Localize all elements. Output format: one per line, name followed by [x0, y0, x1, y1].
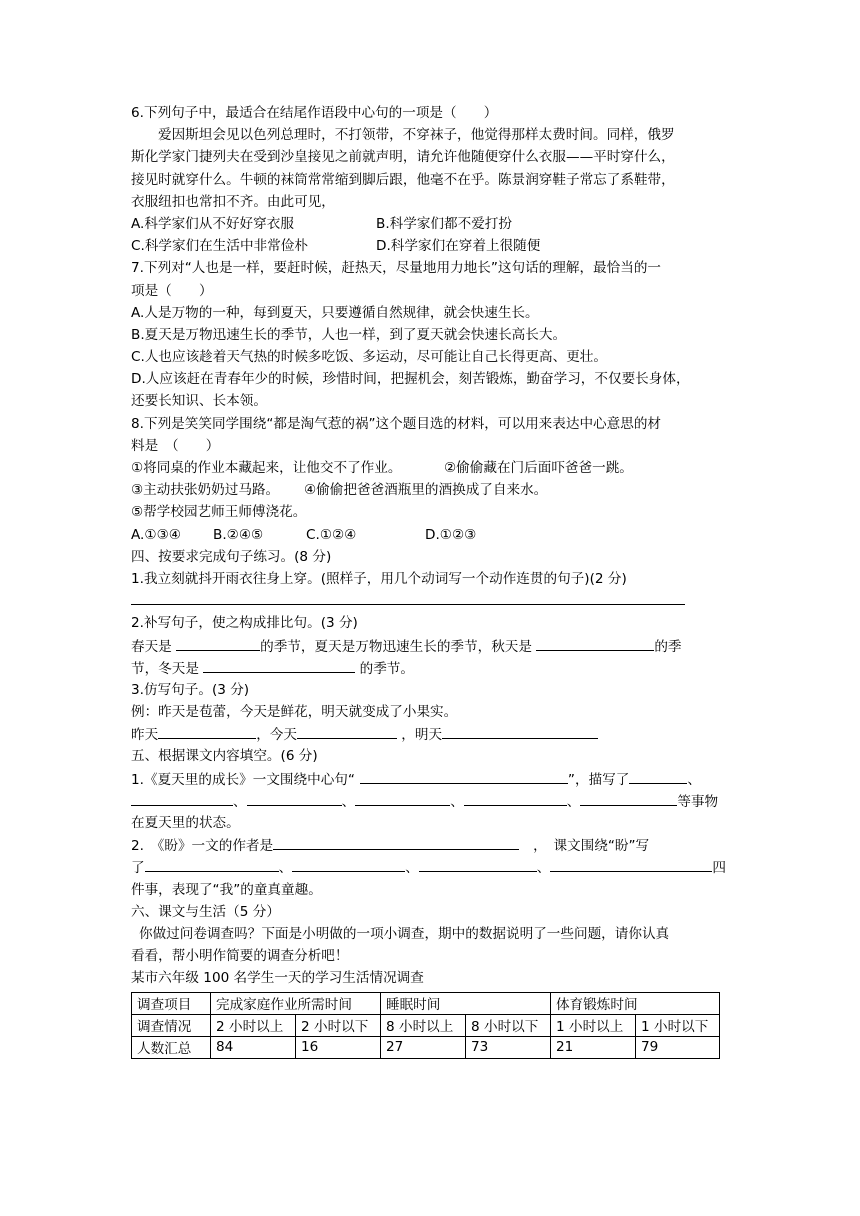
s5-q1-blank-6[interactable]	[580, 790, 677, 806]
q6-options-row1	[131, 213, 736, 235]
s5-q1-line1	[131, 768, 736, 790]
s4-q3-text-yesterday: 昨天	[131, 727, 159, 744]
table-cell: 21	[551, 1036, 636, 1058]
q6-option-c: C.科学家们在生活中非常俭朴	[131, 238, 308, 255]
s4-q3-text-tomorrow: ，明天	[401, 727, 443, 744]
table-cell: 8 小时以上	[381, 1014, 466, 1036]
s5-q2-text-a: 2. 《盼》一文的作者是	[131, 838, 274, 855]
q6-title: 6.下列句子中，最适合在结尾作语段中心句的一项是（ ）	[131, 105, 498, 121]
section5-heading: 五、根据课文内容填空。(6 分)	[131, 748, 318, 765]
sep: 、	[278, 860, 293, 877]
s5-q2-line3: 件事，表现了“我”的童真童趣。	[131, 881, 322, 898]
table-cell: 2 小时以上	[211, 1014, 296, 1036]
q6-passage-line2: 斯化学家门捷列夫在受到沙皇接见之前就声明，请允许他随便穿什么衣服——平时穿什么，	[131, 149, 675, 166]
s6-intro-line1: 你做过问卷调查吗？下面是小明做的一项小调查，期中的数据说明了一些问题，请你认真	[139, 925, 670, 942]
q7-option-b: B.夏天是万物迅速生长的季节，人也一样，到了夏天就会快速长高长大。	[131, 326, 567, 343]
s5-q2-line2	[131, 856, 736, 878]
s5-q1-text-a: 1.《夏天里的成长》一文围绕中心句“	[131, 771, 355, 788]
s4-q2-blank-winter[interactable]	[203, 657, 355, 673]
q7-option-d-line2: 还要长知识、长本领。	[131, 393, 267, 410]
s5-q1-blank-1[interactable]	[629, 768, 687, 784]
s5-q1-text-end: 等事物	[677, 793, 719, 810]
table-row	[132, 1014, 720, 1036]
s4-q3-text-today: ，今天	[256, 727, 297, 744]
s5-q2-line1	[131, 834, 736, 856]
exam-page	[131, 102, 736, 1059]
sep: 、	[233, 793, 247, 810]
answer-rule	[131, 604, 685, 605]
q6-passage-line3: 接见时就穿什么。牛顿的袜筒常常缩到脚后跟，他毫不在乎。陈景润穿鞋子常忘了系鞋带，	[131, 171, 675, 188]
s5-q1-blank-2[interactable]	[131, 790, 233, 806]
s4-q1-answer-line[interactable]	[131, 590, 736, 612]
q6-option-b: B.科学家们都不爱打扮	[376, 215, 512, 232]
survey-table-title: 某市六年级 100 名学生一天的学习生活情况调查	[131, 970, 424, 987]
q8-option-d: D.①②③	[425, 526, 477, 543]
s4-q2-text-c: 的季	[654, 638, 682, 655]
s6-intro-line2: 看看，帮小明作简要的调查分析吧！	[131, 948, 349, 965]
s5-q1-line2	[131, 790, 736, 812]
s4-q2-text-a: 春天是	[131, 638, 172, 655]
table-cell: 27	[381, 1036, 466, 1058]
sep: 、	[341, 793, 356, 810]
s5-q1-line3: 在夏天里的状态。	[131, 815, 240, 831]
s5-q2-blank-3[interactable]	[419, 856, 537, 872]
table-cell: 人数汇总	[132, 1036, 211, 1058]
s5-q1-blank-center[interactable]	[360, 768, 568, 784]
s5-q2-blank-author[interactable]	[273, 834, 519, 850]
section6-heading: 六、课文与生活（5 分）	[131, 903, 280, 920]
s5-q1-blank-4[interactable]	[355, 790, 450, 806]
q8-option-a: A.①③④	[131, 526, 181, 543]
q8-materials-row2	[131, 479, 736, 501]
table-header-homework: 完成家庭作业所需时间	[211, 992, 381, 1014]
q8-title-line2: 料是 （ ）	[131, 437, 220, 454]
q6-option-a: A.科学家们从不好好穿衣服	[131, 215, 294, 232]
s4-q3-blank-tomorrow[interactable]	[442, 723, 598, 739]
q8-options	[131, 524, 736, 546]
s4-q3-prompt: 3.仿写句子。(3 分)	[131, 681, 250, 698]
table-cell: 16	[296, 1036, 381, 1058]
s4-q1-prompt: 1.我立刻就抖开雨衣往身上穿。(照样子，用几个动词写一个动作连贯的句子)(2 分)	[131, 570, 627, 587]
q8-option-b: B.②④⑤	[213, 526, 264, 543]
s4-q3-line	[131, 723, 736, 745]
sep: 、	[405, 860, 419, 877]
section4-heading: 四、按要求完成句子练习。(8 分)	[131, 548, 332, 565]
s5-q1-blank-5[interactable]	[464, 790, 567, 806]
table-cell: 84	[211, 1036, 296, 1058]
q7-option-a: A.人是万物的一种，每到夏天，只要遵循自然规律，就会快速生长。	[131, 304, 539, 321]
s5-q2-text-c: 了	[131, 860, 145, 877]
q8-materials-row1	[131, 457, 736, 479]
s4-q2-text-d: 节，冬天是	[131, 660, 199, 677]
q7-title-line1: 7.下列对“人也是一样，要赶时候，赶热天，尽量地用力地长”这句话的理解，最恰当的一	[131, 260, 662, 277]
table-header-exercise: 体育锻炼时间	[551, 992, 720, 1014]
s5-q1-blank-3[interactable]	[247, 790, 342, 806]
q7-title-line2: 项是（ ）	[131, 282, 213, 299]
table-header-item: 调查项目	[132, 992, 211, 1014]
q7-option-c: C.人也应该趁着天气热的时候多吃饭、多运动，尽可能让自己长得更高、更壮。	[131, 349, 607, 366]
q6-options-row2	[131, 235, 736, 257]
s4-q2-line2	[131, 657, 736, 679]
q8-material-5: ⑤帮学校园艺师王师傅浇花。	[131, 504, 307, 521]
s5-q2-text-b: ， 课文围绕“盼”写	[533, 838, 650, 855]
q8-material-4: ④偷偷把爸爸酒瓶里的酒换成了自来水。	[304, 482, 548, 499]
s4-q3-example: 例：昨天是苞蕾，今天是鲜花，明天就变成了小果实。	[131, 704, 458, 721]
s4-q2-text-b: 的季节，夏天是万物迅速生长的季节，秋天是	[260, 638, 532, 655]
sep: 、	[687, 771, 701, 788]
table-cell: 1 小时以下	[636, 1014, 720, 1036]
table-cell: 1 小时以上	[551, 1014, 636, 1036]
sep: 、	[566, 793, 581, 810]
sep: 、	[450, 793, 464, 810]
s5-q2-blank-2[interactable]	[292, 856, 405, 872]
q7-option-d-line1: D.人应该赶在青春年少的时候，珍惜时间，把握机会，刻苦锻炼，勤奋学习，不仅要长身体，	[131, 371, 690, 388]
q8-option-c: C.①②④	[306, 526, 357, 543]
q8-title-line1: 8.下列是笑笑同学围绕“都是淘气惹的祸”这个题目选的材料，可以用来表达中心意思的材	[131, 415, 662, 432]
table-row	[132, 992, 720, 1014]
table-cell: 73	[466, 1036, 551, 1058]
table-cell: 调查情况	[132, 1014, 211, 1036]
table-cell: 79	[636, 1036, 720, 1058]
table-header-sleep: 睡眠时间	[381, 992, 551, 1014]
s5-q2-text-d: 四	[712, 860, 726, 877]
q6-passage-line1: 爱因斯坦会见以色列总理时，不打领带，不穿袜子，他觉得那样太费时间。同样，俄罗	[158, 127, 675, 144]
s4-q2-blank-autumn[interactable]	[536, 635, 654, 651]
s5-q2-blank-1[interactable]	[145, 856, 279, 872]
survey-table	[131, 992, 720, 1059]
s4-q2-line1	[131, 635, 736, 657]
s4-q2-text-e: 的季节。	[359, 660, 414, 677]
s4-q2-blank-spring[interactable]	[176, 635, 260, 651]
q6-passage-line4: 衣服纽扣也常扣不齐。由此可见，	[131, 193, 335, 210]
s4-q2-prompt: 2.补写句子，使之构成排比句。(3 分)	[131, 615, 358, 632]
s5-q2-blank-4[interactable]	[550, 856, 712, 872]
q8-material-3: ③主动扶张奶奶过马路。	[131, 482, 280, 499]
s4-q3-blank-yesterday[interactable]	[158, 723, 256, 739]
q8-material-1: ①将同桌的作业本藏起来，让他交不了作业。	[131, 460, 402, 476]
sep: 、	[536, 860, 551, 877]
table-cell: 8 小时以下	[466, 1014, 551, 1036]
s4-q3-blank-today[interactable]	[297, 723, 397, 739]
s5-q1-text-b: ”，描写了	[567, 771, 630, 788]
table-cell: 2 小时以下	[296, 1014, 381, 1036]
q8-material-2: ②偷偷藏在门后面吓爸爸一跳。	[444, 460, 633, 476]
table-row	[132, 1036, 720, 1058]
q6-option-d: D.科学家们在穿着上很随便	[376, 238, 541, 255]
